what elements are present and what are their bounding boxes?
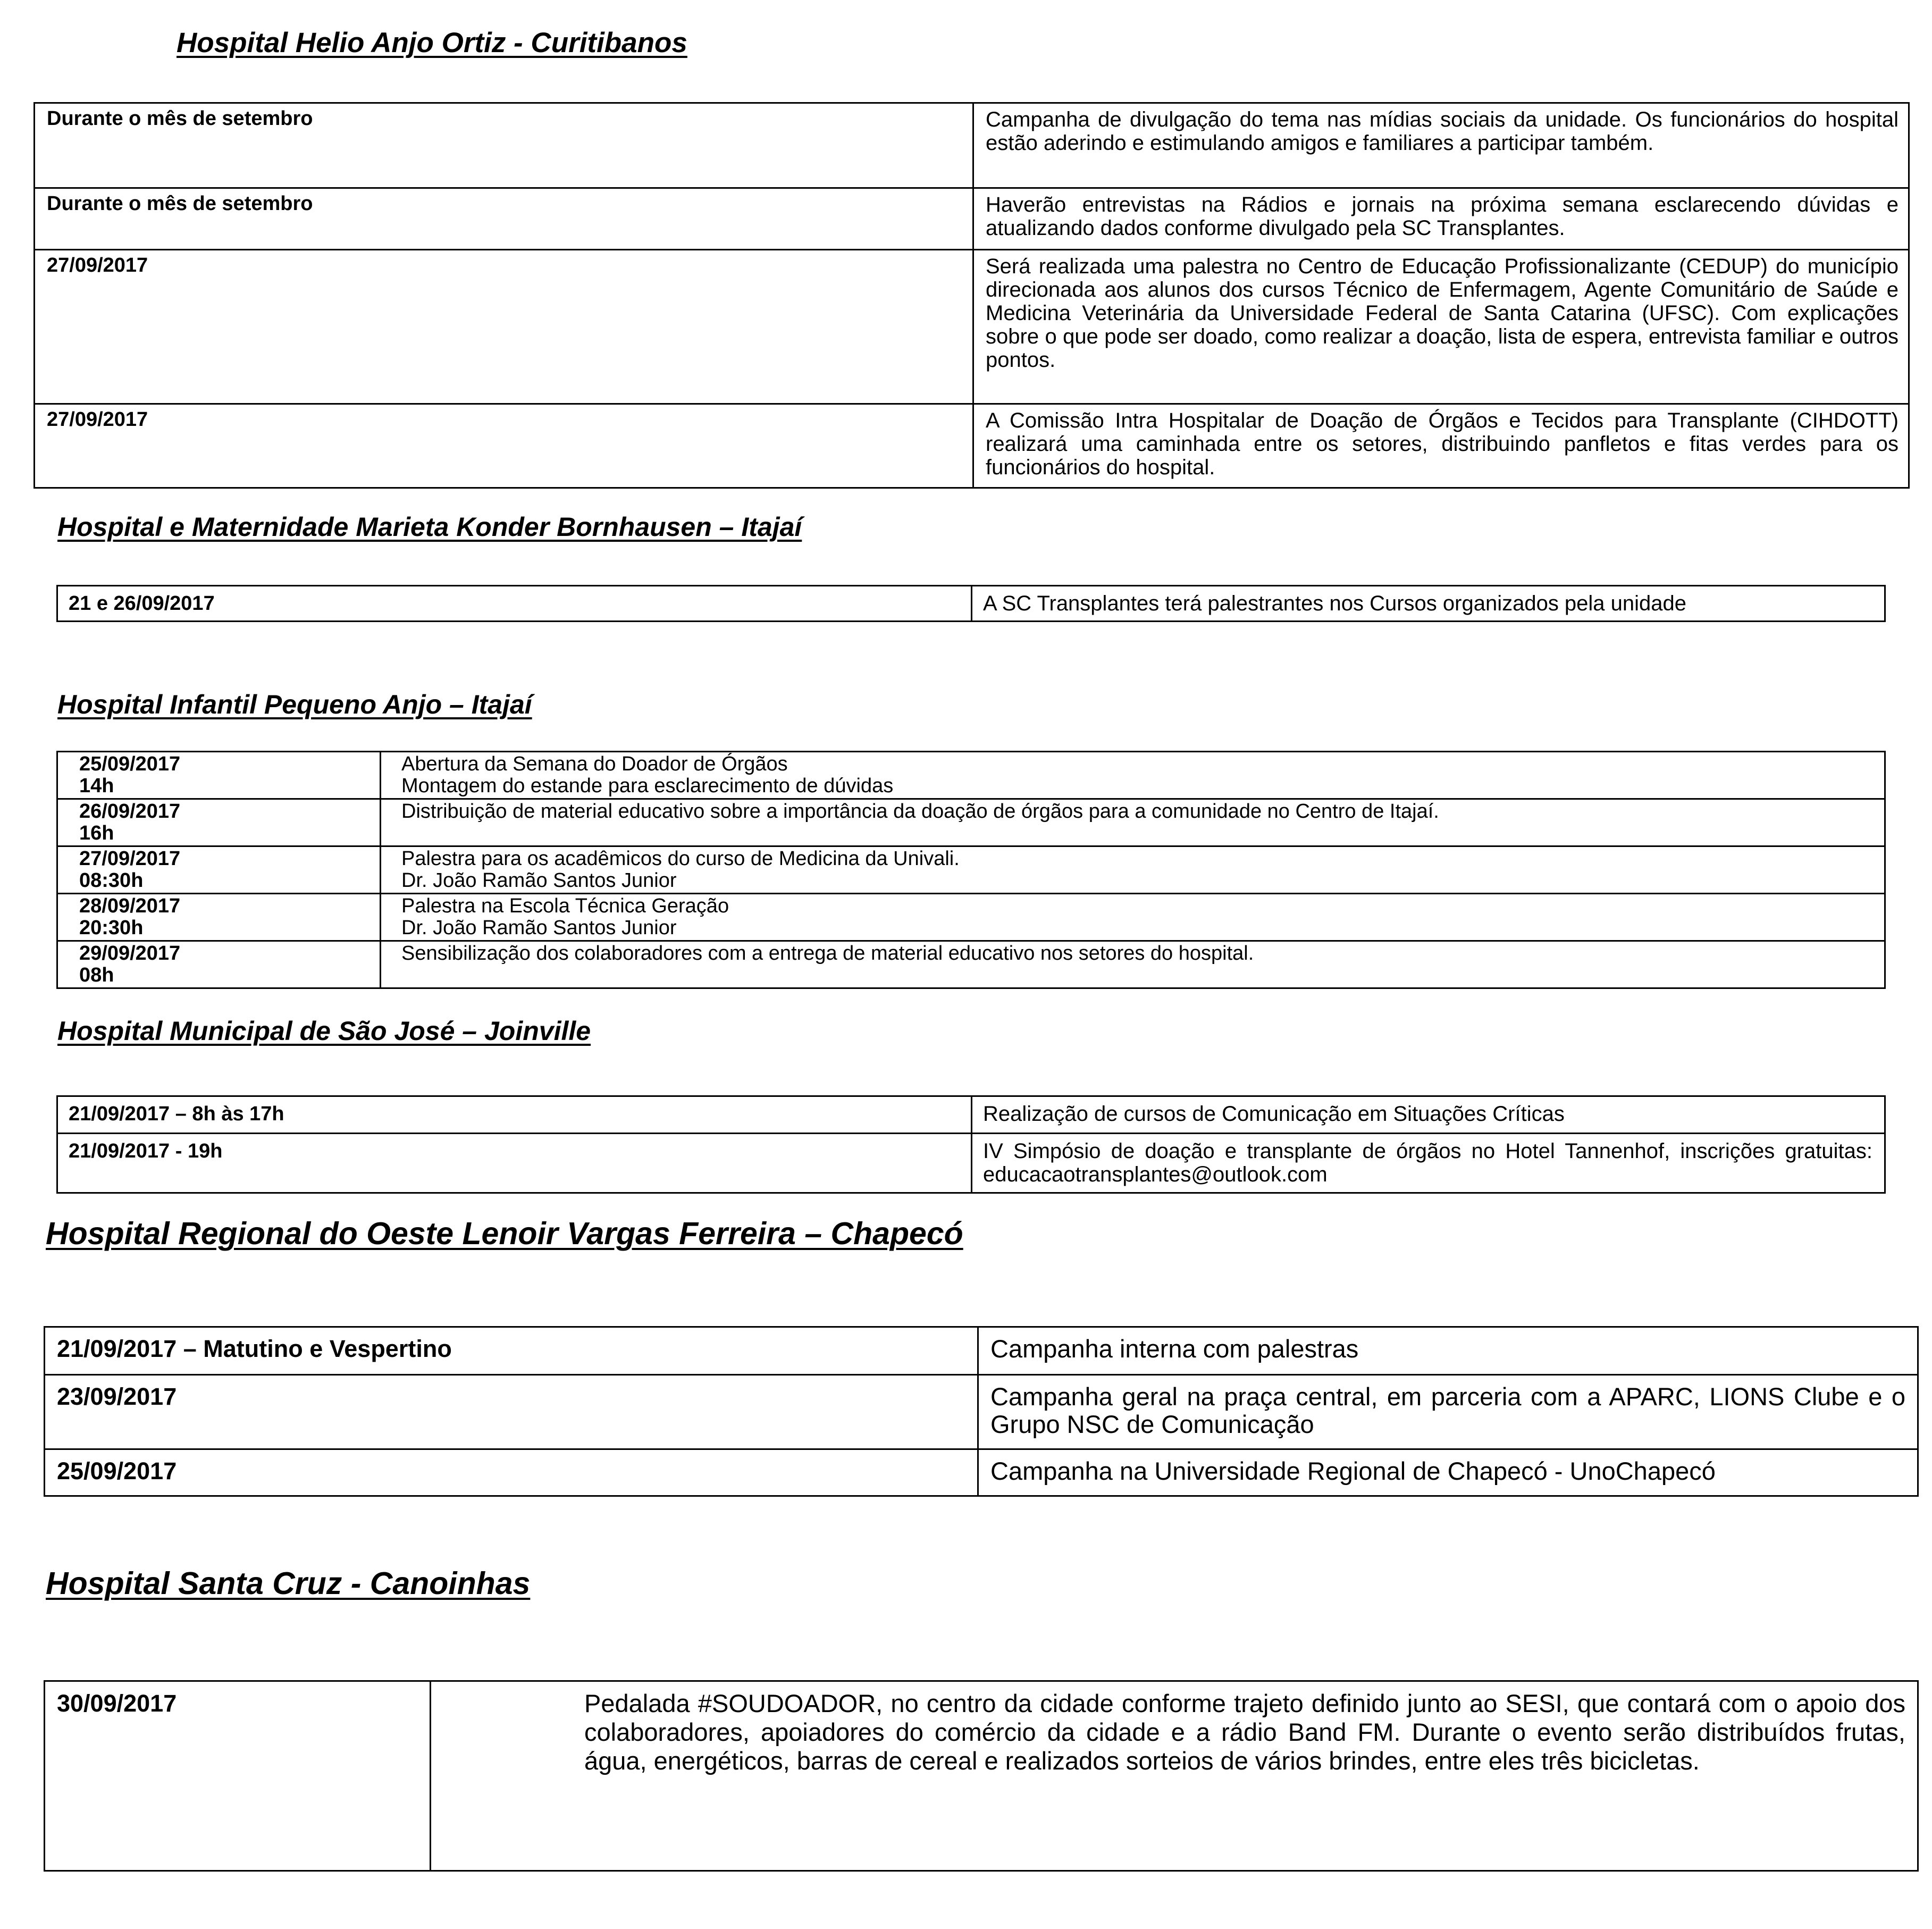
event-description-line: Montagem do estande para esclarecimento de dúvidas	[401, 775, 894, 797]
event-description: Campanha de divulgação do tema nas mídias sociais da unidade. Os funcionários do hospital estão aderindo e estimulando amigos e familiares a participar também.	[973, 103, 1909, 188]
event-description: Haverão entrevistas na Rádios e jornais na próxima semana esclarecendo dúvidas e atualizando dados conforme divulgado pela SC Transplantes.	[973, 188, 1909, 250]
event-description: IV Simpósio de doação e transplante de órgãos no Hotel Tannenhof, inscrições gratuitas: educacaotransplantes@outlook.com	[972, 1134, 1885, 1193]
event-description-line: Abertura da Semana do Doador de Órgãos	[401, 753, 788, 775]
event-date: 27/09/2017	[35, 404, 973, 488]
schedule-table	[44, 1326, 1919, 1497]
event-description: A Comissão Intra Hospitalar de Doação de Órgãos e Tecidos para Transplante (CIHDOTT) realizará uma caminhada entre os setores, distribuindo panfletos e fitas verdes para os funcionários do hospital.	[973, 404, 1909, 488]
event-date: Durante o mês de setembro	[35, 188, 973, 250]
event-date-time	[57, 941, 381, 988]
event-date-time	[57, 894, 381, 941]
event-date: 23/09/2017	[45, 1375, 978, 1449]
event-date: 30/09/2017	[45, 1681, 431, 1871]
event-description-line: Dr. João Ramão Santos Junior	[401, 917, 677, 939]
section-title: Hospital Infantil Pequeno Anjo – Itajaí	[57, 690, 532, 719]
event-description: Campanha na Universidade Regional de Chapecó - UnoChapecó	[978, 1449, 1918, 1496]
event-date: Durante o mês de setembro	[35, 103, 973, 188]
table-row	[45, 1375, 1918, 1449]
event-description	[381, 799, 1885, 846]
table-row	[35, 404, 1909, 488]
event-date-time	[57, 752, 381, 799]
event-date: 25/09/2017	[79, 753, 181, 775]
table-row	[57, 894, 1885, 941]
event-date: 26/09/2017	[79, 800, 181, 823]
section-title: Hospital Municipal de São José – Joinville	[57, 1016, 591, 1046]
event-description: Realização de cursos de Comunicação em Situações Críticas	[972, 1096, 1885, 1134]
schedule-table	[33, 102, 1910, 489]
event-date: 27/09/2017	[35, 250, 973, 404]
event-date: 27/09/2017	[79, 848, 181, 870]
table-row	[35, 188, 1909, 250]
table-row	[45, 1327, 1918, 1375]
table-row	[57, 846, 1885, 894]
table-row	[57, 752, 1885, 799]
event-description	[381, 941, 1885, 988]
event-time: 14h	[79, 775, 114, 797]
event-description-line: Palestra para os acadêmicos do curso de Medicina da Univali.	[401, 848, 960, 870]
event-time: 20:30h	[79, 917, 144, 939]
event-description	[381, 846, 1885, 894]
event-time: 08h	[79, 964, 114, 986]
table-row	[57, 1096, 1885, 1134]
event-date: 21 e 26/09/2017	[57, 586, 972, 622]
schedule-table	[56, 1095, 1886, 1194]
schedule-table	[56, 585, 1886, 622]
event-date: 28/09/2017	[79, 895, 181, 917]
event-date-time	[57, 799, 381, 846]
table-row	[45, 1681, 1918, 1871]
event-description: Campanha geral na praça central, em parceria com a APARC, LIONS Clube e o Grupo NSC de Comunicação	[978, 1375, 1918, 1449]
event-date: 21/09/2017 – 8h às 17h	[57, 1096, 972, 1134]
table-row	[45, 1449, 1918, 1496]
section-title: Hospital Helio Anjo Ortiz - Curitibanos	[177, 27, 687, 58]
event-date: 21/09/2017 - 19h	[57, 1134, 972, 1193]
table-row	[35, 103, 1909, 188]
event-description: A SC Transplantes terá palestrantes nos Cursos organizados pela unidade	[972, 586, 1885, 622]
event-description-line: Dr. João Ramão Santos Junior	[401, 869, 677, 892]
table-row	[57, 799, 1885, 846]
section-title: Hospital Regional do Oeste Lenoir Vargas Ferreira – Chapecó	[46, 1216, 963, 1251]
section-title: Hospital Santa Cruz - Canoinhas	[46, 1566, 531, 1601]
event-description: Campanha interna com palestras	[978, 1327, 1918, 1375]
table-row	[35, 250, 1909, 404]
table-row	[57, 941, 1885, 988]
event-description-line: Distribuição de material educativo sobre a importância da doação de órgãos para a comunidade no Centro de Itajaí.	[401, 800, 1439, 823]
event-time: 08:30h	[79, 869, 144, 892]
event-time: 16h	[79, 822, 114, 844]
table-row	[57, 1134, 1885, 1193]
section-title: Hospital e Maternidade Marieta Konder Bornhausen – Itajaí	[57, 512, 802, 542]
schedule-table	[44, 1680, 1919, 1872]
event-description	[381, 894, 1885, 941]
event-description-line: Sensibilização dos colaboradores com a entrega de material educativo nos setores do hospital.	[401, 942, 1254, 964]
event-description: Será realizada uma palestra no Centro de Educação Profissionalizante (CEDUP) do município direcionada aos alunos dos cursos Técnico de Enfermagem, Agente Comunitário de Saúde e Medicina Veterinária da Universidade Federal de Santa Catarina (UFSC). Com explicações sobre o que pode ser doado, como realizar a doação, lista de espera, entrevista familiar e outros pontos.	[973, 250, 1909, 404]
event-description-line: Palestra na Escola Técnica Geração	[401, 895, 729, 917]
event-description: Pedalada #SOUDOADOR, no centro da cidade conforme trajeto definido junto ao SESI, que contará com o apoio dos colaboradores, apoiadores do comércio da cidade e a rádio Band FM. Durante o evento serão distribuídos frutas, água, energéticos, barras de cereal e realizados sorteios de vários brindes, entre eles três bicicletas.	[431, 1681, 1918, 1871]
event-date: 21/09/2017 – Matutino e Vespertino	[45, 1327, 978, 1375]
table-row	[57, 586, 1885, 622]
event-date: 29/09/2017	[79, 942, 181, 964]
event-date-time	[57, 846, 381, 894]
schedule-table	[56, 751, 1886, 989]
event-description	[381, 752, 1885, 799]
event-date: 25/09/2017	[45, 1449, 978, 1496]
